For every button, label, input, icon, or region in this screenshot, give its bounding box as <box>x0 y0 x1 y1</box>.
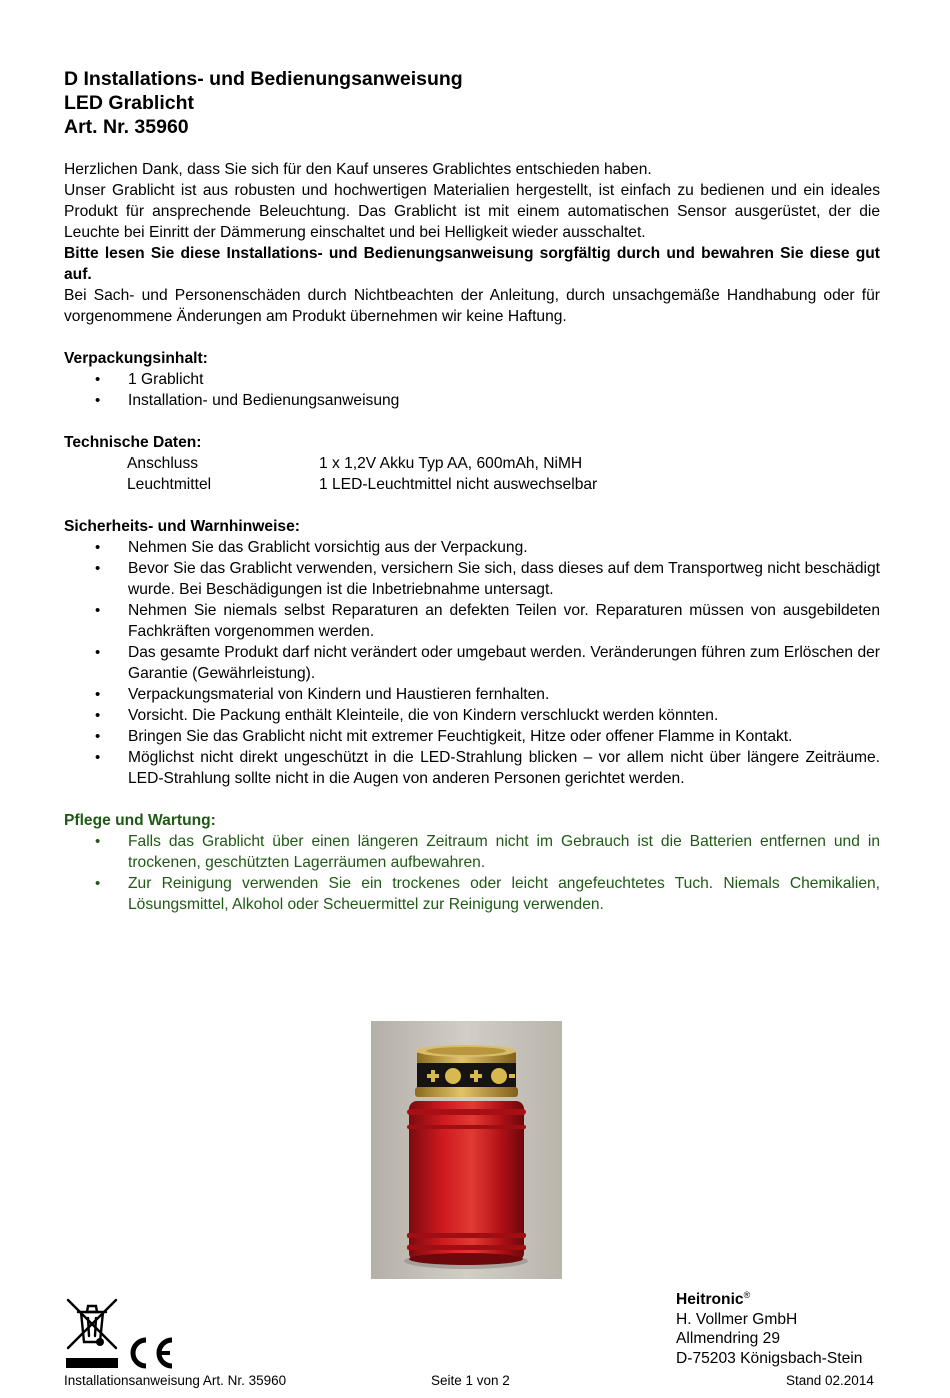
tech-value: 1 x 1,2V Akku Typ AA, 600mAh, NiMH <box>319 455 583 472</box>
tech-row <box>64 474 880 495</box>
company-address <box>676 1286 862 1368</box>
safety-heading: Sicherheits- und Warnhinweise: <box>64 518 300 535</box>
tech-heading: Technische Daten: <box>64 434 202 451</box>
footer-left: Installationsanweisung Art. Nr. 35960 <box>64 1373 287 1388</box>
safety-list <box>64 537 880 789</box>
intro-paragraph-1: Herzlichen Dank, dass Sie sich für den Kauf unseres Grablichtes entschieden haben. <box>64 161 652 178</box>
tech-key: Anschluss <box>127 455 199 472</box>
ce-mark-icon <box>124 1336 176 1370</box>
tech-value: 1 LED-Leuchtmittel nicht auswechselbar <box>319 476 598 493</box>
brand-text: Heitronic <box>676 1291 744 1309</box>
company-city: D-75203 Königsbach-Stein <box>676 1349 863 1367</box>
footer-page-number: Seite 1 von 2 <box>431 1373 510 1388</box>
list-item: • Zur Reinigung verwenden Sie ein trockenes oder leicht angefeuchtetes Tuch. Niemals Chemikalien, Lösungsmittel, Alkohol oder Scheuermittel zur Reinigung verwenden. <box>64 873 880 915</box>
registered-mark: ® <box>743 1290 751 1300</box>
list-item: • Vorsicht. Die Packung enthält Kleinteile, die von Kindern verschluckt werden könnten. <box>64 705 880 726</box>
intro-paragraph-2: Unser Grablicht ist aus robusten und hochwertigen Materialien hergestellt, ist einfach zu bedienen und ein ideales Produkt für ansprechende Beleuchtung. Das Grablicht ist mit einem automatischen Sensor ausgerüstet, der die Leuchte bei Einritt der Dämmerung einschaltet und bei Helligkeit wieder ausschaltet. <box>64 182 880 241</box>
product-photo <box>371 1021 562 1279</box>
brand-name <box>676 1286 862 1310</box>
list-item: • Verpackungsmaterial von Kindern und Haustieren fernhalten. <box>64 684 880 705</box>
list-item: • Nehmen Sie das Grablicht vorsichtig aus der Verpackung. <box>64 537 880 558</box>
packaging-heading: Verpackungsinhalt: <box>64 350 208 367</box>
list-item: • 1 Grablicht <box>64 369 880 390</box>
list-item: • Falls das Grablicht über einen längeren Zeitraum nicht im Gebrauch ist die Batterien entfernen und in trockenen, geschützten Lagerräumen aufbewahren. <box>64 831 880 873</box>
list-item: • Bevor Sie das Grablicht verwenden, versichern Sie sich, dass dieses auf dem Transportweg nicht beschädigt wurde. Bei Beschädigungen ist die Inbetriebnahme untersagt. <box>64 558 880 600</box>
intro-paragraph-4: Bei Sach- und Personenschäden durch Nichtbeachten der Anleitung, durch unsachgemäße Handhabung oder für vorgenommene Änderungen am Produkt übernehmen wir keine Haftung. <box>64 287 880 325</box>
crossed-out-wheelie-bin-icon <box>64 1296 120 1372</box>
list-item: • Nehmen Sie niemals selbst Reparaturen an defekten Teilen vor. Reparaturen müssen von ausgebildeten Fachkräften vorgenommen werden. <box>64 600 880 642</box>
tech-row <box>64 453 880 474</box>
company-name: H. Vollmer GmbH <box>676 1310 798 1328</box>
title-line-3: Art. Nr. 35960 <box>64 116 189 138</box>
company-street: Allmendring 29 <box>676 1330 781 1348</box>
title-line-2: LED Grablicht <box>64 92 195 114</box>
packaging-list <box>64 369 880 411</box>
intro-paragraph-3: Bitte lesen Sie diese Installations- und Bedienungsanweisung sorgfältig durch und bewahren Sie diese gut auf. <box>64 245 880 283</box>
title-line-1: D Installations- und Bedienungsanweisung <box>64 68 463 90</box>
list-item: • Möglichst nicht direkt ungeschützt in die LED-Strahlung blicken – vor allem nicht über längere Zeiträume. LED-Strahlung sollte nicht in die Augen von anderen Personen gerichtet werden. <box>64 747 880 789</box>
list-item: • Bringen Sie das Grablicht nicht mit extremer Feuchtigkeit, Hitze oder offener Flamme in Kontakt. <box>64 726 880 747</box>
list-item: • Installation- und Bedienungsanweisung <box>64 390 880 411</box>
document-body <box>64 159 880 915</box>
care-heading: Pflege und Wartung: <box>64 812 216 829</box>
care-list <box>64 831 880 915</box>
list-item: • Das gesamte Produkt darf nicht verändert oder umgebaut werden. Veränderungen führen zum Erlöschen der Garantie (Gewährleistung). <box>64 642 880 684</box>
document-title <box>64 67 463 139</box>
tech-key: Leuchtmittel <box>127 476 212 493</box>
footer-date: Stand 02.2014 <box>786 1373 874 1388</box>
